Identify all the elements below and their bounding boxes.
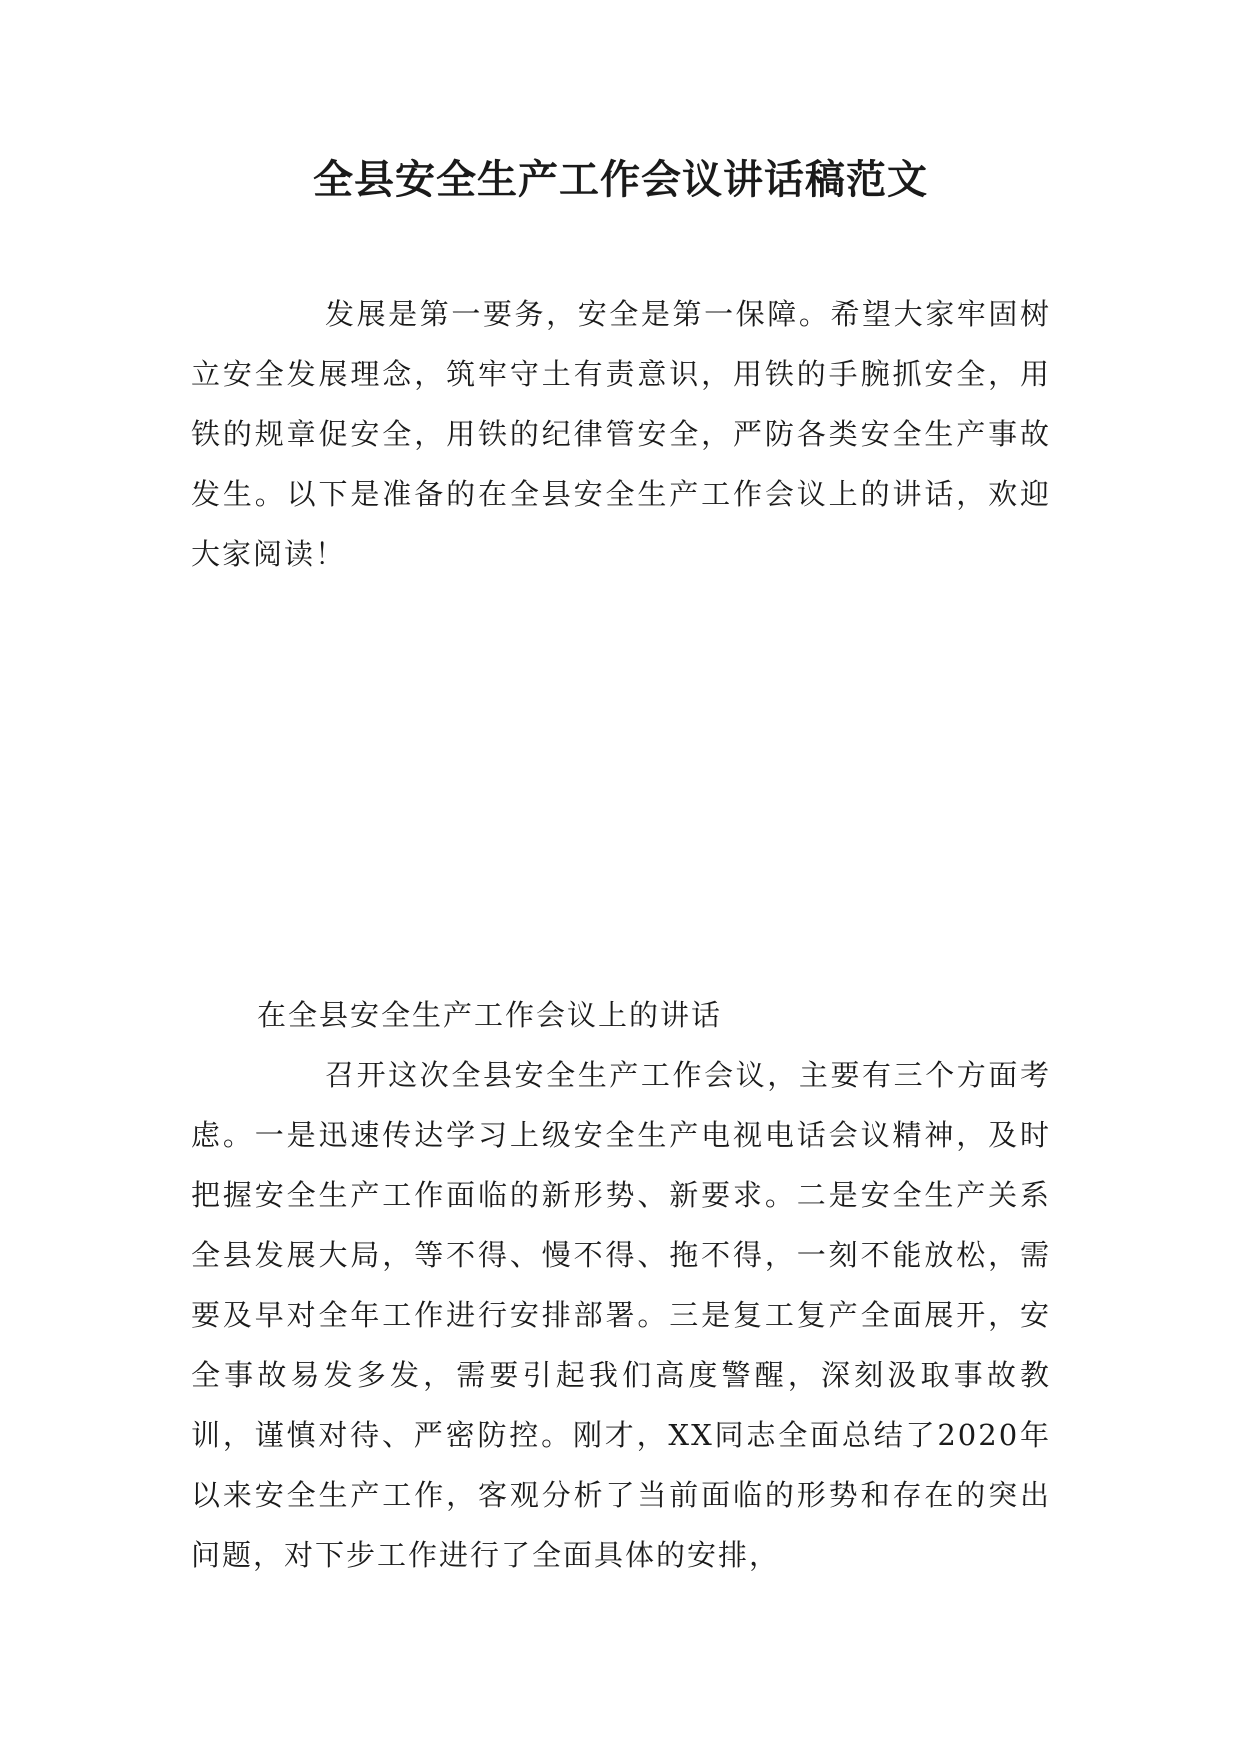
speech-heading: 在全县安全生产工作会议上的讲话 (257, 998, 723, 1032)
document-title: 全县安全生产工作会议讲话稿范文 (313, 157, 928, 203)
speech-paragraph: 召开这次全县安全生产工作会议，主要有三个方面考虑。一是迅速传达学习上级安全生产电视电话会议精神，及时把握安全生产工作面临的新形势、新要求。二是安全生产关系全县发展大局，等不得、慢不得、拖不得，一刻不能放松，需要及早对全年工作进行安排部署。三是复工复产全面展开，安全事故易发多发，需要引起我们高度警醒，深刻汲取事故教训，谨慎对待、严密防控。刚才，XX同志全面总结了2020年以来安全生产工作，客观分析了当前面临的形势和存在的突出问题，对下步工作进行了全面具体的安排， (191, 1058, 1051, 1572)
intro-paragraph: 发展是第一要务，安全是第一保障。希望大家牢固树立安全发展理念，筑牢守土有责意识，用铁的手腕抓安全，用铁的规章促安全，用铁的纪律管安全，严防各类安全生产事故发生。以下是准备的在全县安全生产工作会议上的讲话，欢迎大家阅读！ (191, 297, 1051, 571)
